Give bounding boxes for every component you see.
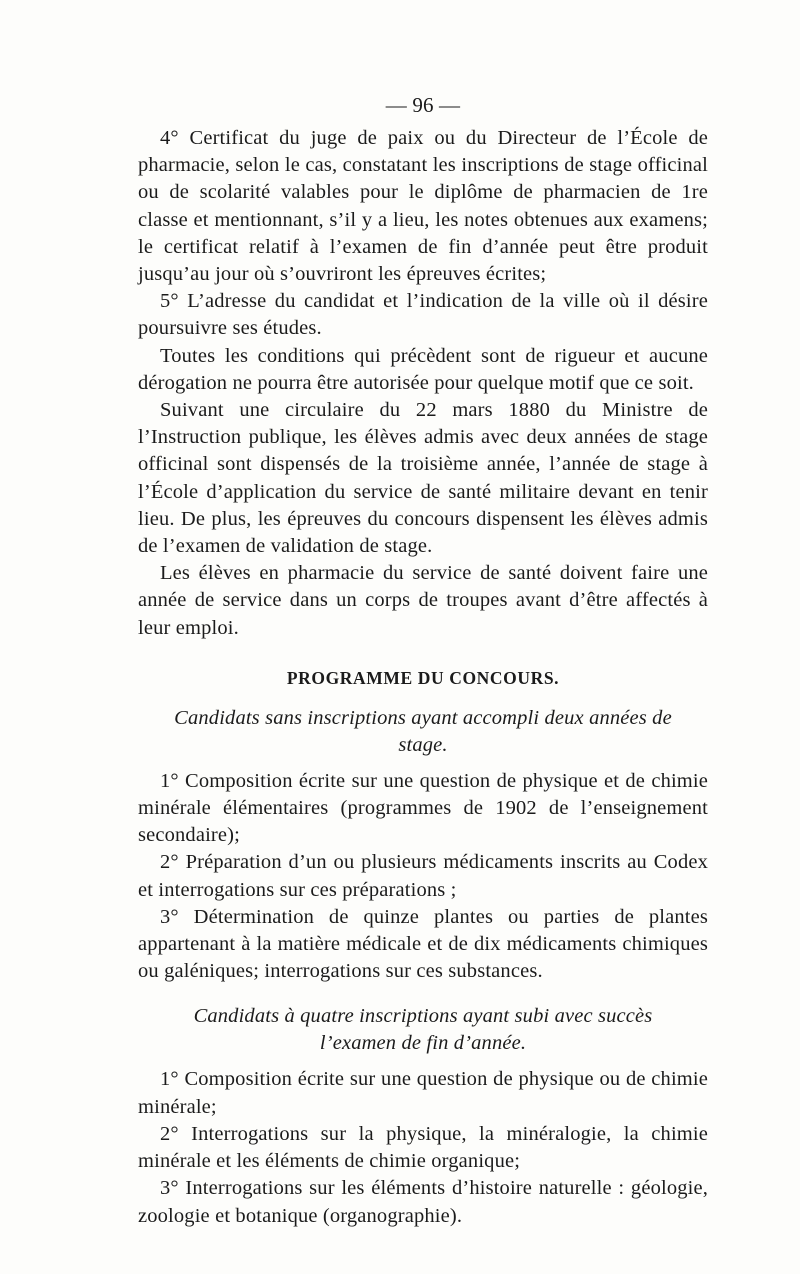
paragraph-certificat: 4° Certificat du juge de paix ou du Directeur de l’École de pharmacie, selon le cas, constatant les inscriptions de stage officinal ou de scolarité valables pour le diplôme de pharmacien de 1re classe et mentionnant, s’il y a lieu, les notes obtenues aux examens; le certificat relatif à l’examen de fin d’année peut être produit jusqu’au jour où s’ouvriront les épreuves écrites; — [138, 127, 708, 286]
subsection-2-item-2: 2° Interrogations sur la physique, la minéralogie, la chimie minérale et les éléments de chimie organique; — [138, 1122, 708, 1173]
subsection-2-item-3: 3° Interrogations sur les éléments d’histoire naturelle : géologie, zoologie et botanique (organographie). — [138, 1177, 708, 1227]
subsection-1-item-1: 1° Composition écrite sur une question de physique et de chimie minérale élémentaires (programmes de 1902 de l’enseignement secondaire); — [138, 769, 708, 847]
subsection-2-item-1: 1° Composition écrite sur une question de physique ou de chimie minérale; — [138, 1068, 708, 1118]
paragraph-circulaire: Suivant une circulaire du 22 mars 1880 du Ministre de l’Instruction publique, les élèves admis avec deux années de stage officinal sont dispensés de la troisième année, l’année de stage à l’École d’application du service de santé militaire devant en tenir lieu. De plus, les épreuves du concours dispensent les élèves admis de l’examen de validation de stage. — [138, 399, 708, 558]
paragraph-conditions: Toutes les conditions qui précèdent sont de rigueur et aucune dérogation ne pourra être autorisée pour quelque motif que ce soit. — [138, 344, 708, 394]
paragraph-adresse: 5° L’adresse du candidat et l’indication de la ville où il désire poursuivre ses études. — [138, 290, 708, 340]
subsection-2-heading: Candidats à quatre inscriptions ayant subi avec succès l’examen de fin d’année. — [193, 1005, 653, 1055]
subsection-1-item-2: 2° Préparation d’un ou plusieurs médicaments inscrits au Codex et interrogations sur ces préparations ; — [138, 851, 708, 901]
section-heading: PROGRAMME DU CONCOURS. — [286, 667, 560, 688]
paragraph-service: Les élèves en pharmacie du service de santé doivent faire une année de service dans un corps de troupes avant d’être affectés à leur emploi. — [138, 562, 708, 639]
subsection-1-item-3: 3° Détermination de quinze plantes ou parties de plantes appartenant à la matière médicale et de dix médicaments chimiques ou galéniques; interrogations sur ces substances. — [138, 905, 708, 983]
page-number: — 96 — — [385, 93, 461, 117]
document-page — [138, 92, 708, 1230]
subsection-1-heading: Candidats sans inscriptions ayant accompli deux années de stage. — [174, 706, 672, 756]
